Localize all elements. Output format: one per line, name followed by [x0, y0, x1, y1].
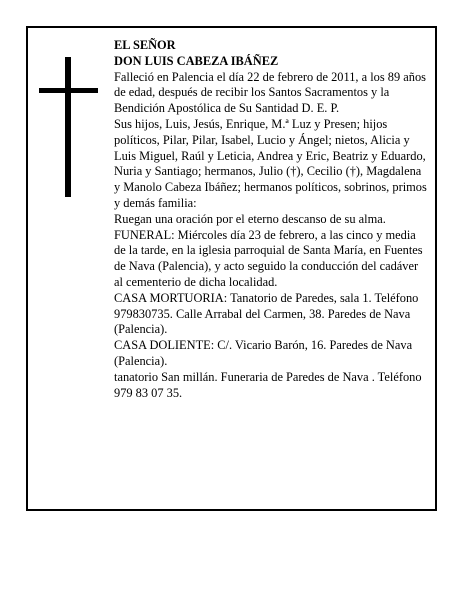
- casa-doliente-paragraph: CASA DOLIENTE: C/. Vicario Barón, 16. Paredes de Nava (Palencia).: [114, 338, 413, 368]
- cross-horizontal-bar: [39, 88, 98, 93]
- title-line-1: EL SEÑOR: [114, 38, 176, 52]
- obituary-text: [114, 38, 428, 401]
- family-paragraph: Sus hijos, Luis, Jesús, Enrique, M.ª Luz y Presen; hijos políticos, Pilar, Pilar, Isabel, Lucio y Ángel; nietos, Alicia y Luis Miguel, Raúl y Leticia, Andrea y Eric, Beatriz y Eduardo, Nuria y Santiago; hermanos, Julio (†), Cecilio (†), Magdalena y Manolo Cabeza Ibáñez; hermanos políticos, sobrinos, primos y demás familia:: [114, 116, 427, 210]
- death-notice-paragraph: Falleció en Palencia el día 22 de febrero de 2011, a los 89 años de edad, después de recibir los Santos Sacramentos y la Bendición Apostólica de Su Santidad D. E. P.: [114, 69, 426, 116]
- prayer-request-paragraph: Ruegan una oración por el eterno descanso de su alma.: [114, 211, 386, 226]
- casa-mortuoria-paragraph: CASA MORTUORIA: Tanatorio de Paredes, sala 1. Teléfono 979830735. Calle Arrabal del Carmen, 38. Paredes de Nava (Palencia).: [114, 290, 419, 337]
- funeral-home-paragraph: tanatorio San millán. Funeraria de Paredes de Nava . Teléfono 979 83 07 35.: [114, 369, 422, 400]
- title-line-2: DON LUIS CABEZA IBÁÑEZ: [114, 53, 279, 68]
- funeral-paragraph: FUNERAL: Miércoles día 23 de febrero, a las cinco y media de la tarde, en la iglesia parroquial de Santa María, en Fuentes de Nava (Palencia), y acto seguido la conducción del cadáver al cementerio de dicha localidad.: [114, 227, 423, 289]
- cross-vertical-bar: [65, 57, 71, 197]
